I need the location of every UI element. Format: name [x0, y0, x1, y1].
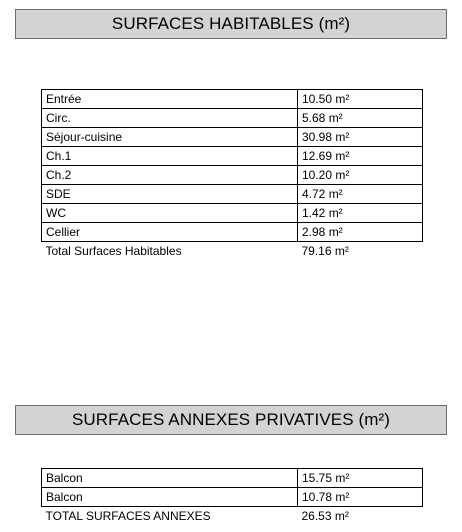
total-value: 79.16 m²	[301, 243, 349, 258]
room-name: Cellier	[42, 223, 298, 242]
total-row	[42, 507, 423, 526]
room-area: 1.42 m²	[298, 204, 423, 223]
total-label: TOTAL SURFACES ANNEXES	[45, 508, 211, 523]
room-name: Séjour-cuisine	[42, 128, 298, 147]
room-area: 10.20 m²	[298, 166, 423, 185]
total-value: 26.53 m²	[301, 508, 349, 523]
table-row	[42, 469, 423, 488]
surfaces-habitables-title: SURFACES HABITABLES (m²)	[15, 9, 447, 39]
table-row	[42, 147, 423, 166]
table-row	[42, 488, 423, 507]
table-row	[42, 128, 423, 147]
annex-area: 10.78 m²	[298, 488, 423, 507]
room-area: 2.98 m²	[298, 223, 423, 242]
annex-name: Balcon	[42, 469, 298, 488]
surfaces-annexes-table	[41, 468, 423, 525]
annex-area: 15.75 m²	[298, 469, 423, 488]
surfaces-annexes-title: SURFACES ANNEXES PRIVATIVES (m²)	[15, 405, 447, 435]
room-area: 12.69 m²	[298, 147, 423, 166]
room-name: Circ.	[42, 109, 298, 128]
room-name: WC	[42, 204, 298, 223]
table-row	[42, 204, 423, 223]
room-area: 10.50 m²	[298, 90, 423, 109]
room-area: 30.98 m²	[298, 128, 423, 147]
table-row	[42, 223, 423, 242]
room-name: Ch.2	[42, 166, 298, 185]
room-area: 5.68 m²	[298, 109, 423, 128]
room-area: 4.72 m²	[298, 185, 423, 204]
table-row	[42, 90, 423, 109]
table-row	[42, 166, 423, 185]
table-row	[42, 109, 423, 128]
room-name: Entrée	[42, 90, 298, 109]
table-row	[42, 185, 423, 204]
room-name: SDE	[42, 185, 298, 204]
room-name: Ch.1	[42, 147, 298, 166]
total-row	[42, 242, 423, 261]
surfaces-habitables-table	[41, 89, 423, 260]
total-label: Total Surfaces Habitables	[45, 243, 182, 258]
annex-name: Balcon	[42, 488, 298, 507]
